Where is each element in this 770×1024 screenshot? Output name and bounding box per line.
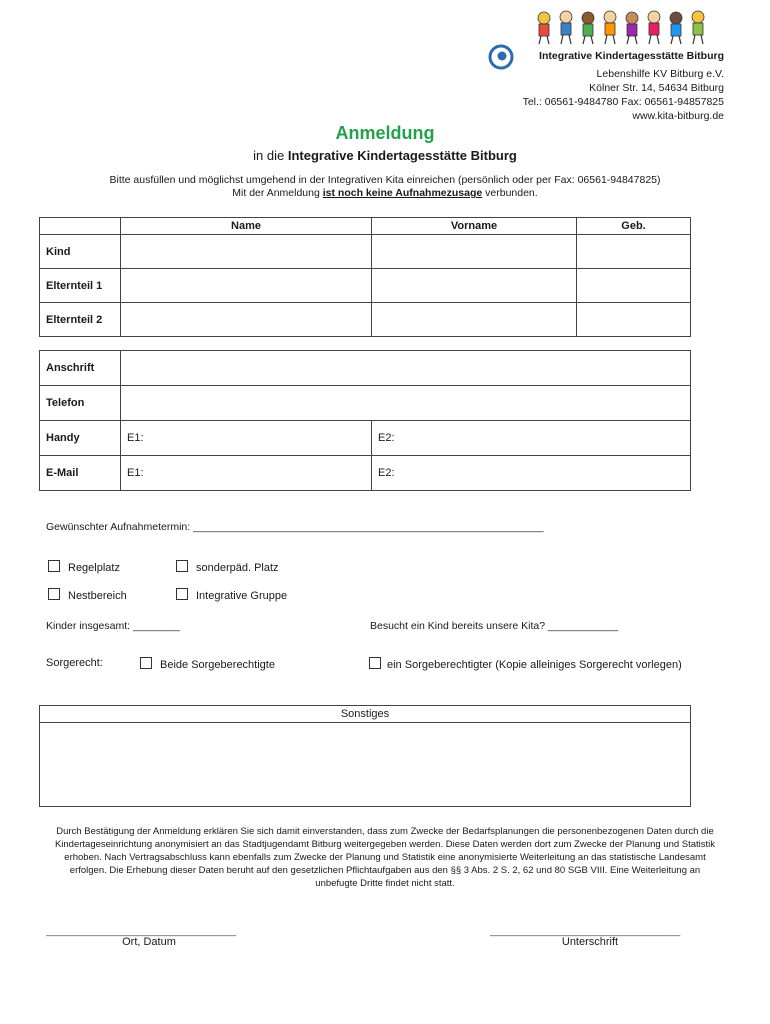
email-e1-label: E1: [127, 467, 144, 479]
checkbox-beide-sorgeberechtigte[interactable] [140, 657, 152, 669]
row-label-kind: Kind [40, 235, 121, 269]
org-line-1: Lebenshilfe KV Bitburg e.V. [596, 68, 724, 80]
email-e2-label: E2: [378, 467, 395, 479]
kind-geb-field[interactable] [577, 235, 691, 269]
person-table-header [40, 218, 691, 235]
instruction-emphasis: ist noch keine Aufnahmezusage [322, 187, 483, 199]
kind-vorname-field[interactable] [372, 235, 577, 269]
ort-datum-signature [46, 926, 252, 948]
table-row [40, 386, 691, 421]
contact-table [39, 350, 691, 491]
kind-name-field[interactable] [121, 235, 372, 269]
label-handy: Handy [40, 421, 121, 456]
label-anschrift: Anschrift [40, 351, 121, 386]
table-row [40, 351, 691, 386]
elternteil1-vorname-field[interactable] [372, 269, 577, 303]
elternteil1-name-field[interactable] [121, 269, 372, 303]
handy-e1-field[interactable] [121, 421, 372, 456]
option-ein-sorgeberechtigter[interactable] [369, 657, 682, 671]
email-e1-field[interactable] [121, 456, 372, 491]
table-row [40, 303, 691, 337]
sonstiges-header: Sonstiges [40, 706, 690, 723]
besucht-kita-field[interactable]: Besucht ein Kind bereits unsere Kita? ____________ [370, 620, 619, 632]
anschrift-field[interactable] [121, 351, 691, 386]
header-vorname: Vorname [372, 218, 577, 235]
instruction-line-2 [0, 187, 770, 199]
header-empty [40, 218, 121, 235]
header-geb: Geb. [577, 218, 691, 235]
checkbox-integrative-gruppe[interactable] [176, 588, 188, 600]
elternteil2-name-field[interactable] [121, 303, 372, 337]
unterschrift-signature [490, 926, 690, 948]
subtitle-bold: Integrative Kindertagesstätte Bitburg [287, 148, 517, 163]
table-row [40, 456, 691, 491]
row-label-elternteil-2: Elternteil 2 [40, 303, 121, 337]
label-integrative-gruppe: Integrative Gruppe [196, 590, 288, 602]
checkbox-nestbereich[interactable] [48, 588, 60, 600]
org-address: Kölner Str. 14, 54634 Bitburg [589, 82, 724, 94]
ort-datum-line[interactable]: ______________________________________ [46, 926, 237, 936]
aufnahmetermin-label: Gewünschter Aufnahmetermin: [46, 521, 191, 533]
option-beide-sorgeberechtigte[interactable] [140, 657, 275, 671]
ort-datum-label: Ort, Datum [122, 936, 176, 948]
option-integrative-gruppe[interactable] [176, 588, 287, 602]
table-row [40, 235, 691, 269]
unterschrift-line[interactable]: ______________________________________ [490, 926, 681, 936]
org-website: www.kita-bitburg.de [632, 110, 724, 122]
label-ein-sorgeberechtigter: ein Sorgeberechtigter (Kopie alleiniges Sorgerecht vorlegen) [387, 659, 682, 671]
lebenshilfe-logo-icon [488, 44, 514, 70]
kinder-insgesamt-field[interactable]: Kinder insgesamt: ________ [46, 620, 180, 632]
instruction-line-1: Bitte ausfüllen und möglichst umgehend in der Integrativen Kita einreichen (persönlich oder per Fax: 06561-94847825) [109, 174, 661, 186]
checkbox-regelplatz[interactable] [48, 560, 60, 572]
org-phone-fax: Tel.: 06561-9484780 Fax: 06561-94857825 [522, 96, 724, 108]
elternteil1-geb-field[interactable] [577, 269, 691, 303]
option-sonderpaed[interactable] [176, 560, 279, 574]
handy-e2-label: E2: [378, 432, 395, 444]
instruction-suffix: verbunden. [482, 187, 538, 199]
checkbox-ein-sorgeberechtigter[interactable] [369, 657, 381, 669]
kids-logo [532, 8, 712, 48]
sonstiges-field[interactable] [40, 723, 690, 806]
row-label-elternteil-1: Elternteil 1 [40, 269, 121, 303]
label-telefon: Telefon [40, 386, 121, 421]
handy-e2-field[interactable] [372, 421, 691, 456]
org-name: Integrative Kindertagesstätte Bitburg [539, 50, 724, 62]
table-row [40, 269, 691, 303]
person-table [39, 217, 691, 337]
handy-e1-label: E1: [127, 432, 144, 444]
label-beide-sorgeberechtigte: Beide Sorgeberechtigte [160, 659, 275, 671]
sorgerecht-label: Sorgerecht: [46, 657, 103, 669]
aufnahmetermin-row [46, 521, 543, 533]
aufnahmetermin-field[interactable]: ____________________________________________________________ [193, 521, 544, 533]
label-email: E-Mail [40, 456, 121, 491]
option-nestbereich[interactable] [48, 588, 127, 602]
unterschrift-label: Unterschrift [561, 936, 619, 948]
instruction-prefix: Mit der Anmeldung [232, 187, 323, 199]
privacy-disclaimer: Durch Bestätigung der Anmeldung erklären Sie sich damit einverstanden, dass zum Zwecke der Bedarfsplanungen die personenbezogenen Daten durch die Kindertageseinrichtung anonymisiert an das Stadtjugendamt Bitburg weitergegeben werden. Diese Daten werden dort zum Zwecke der Planung und Statistik erhoben. Nach Vertragsabschluss kann ebenfalls zum Zwecke der Planung und Statistik eine anonymisierte Weiterleitung an das statistische Landesamt erfolgen. Die Erhebung dieser Daten beruht auf den gesetzlichen Pflichtaufgaben aus den §§ 3 Abs. 2 S. 2, 62 und 80 SGB VIII. Eine Weiterleitung an unbefugte Dritte findet nicht statt. [54, 826, 716, 889]
sonstiges-box [39, 705, 691, 807]
form-subtitle [0, 148, 770, 163]
form-title: Anmeldung [335, 123, 435, 143]
email-e2-field[interactable] [372, 456, 691, 491]
option-regelplatz[interactable] [48, 560, 120, 574]
header-name: Name [121, 218, 372, 235]
table-row [40, 421, 691, 456]
checkbox-sonderpaed[interactable] [176, 560, 188, 572]
subtitle-prefix: in die [253, 148, 288, 163]
label-regelplatz: Regelplatz [68, 562, 120, 574]
elternteil2-geb-field[interactable] [577, 303, 691, 337]
label-nestbereich: Nestbereich [68, 590, 127, 602]
telefon-field[interactable] [121, 386, 691, 421]
label-sonderpaed: sonderpäd. Platz [196, 562, 279, 574]
elternteil2-vorname-field[interactable] [372, 303, 577, 337]
